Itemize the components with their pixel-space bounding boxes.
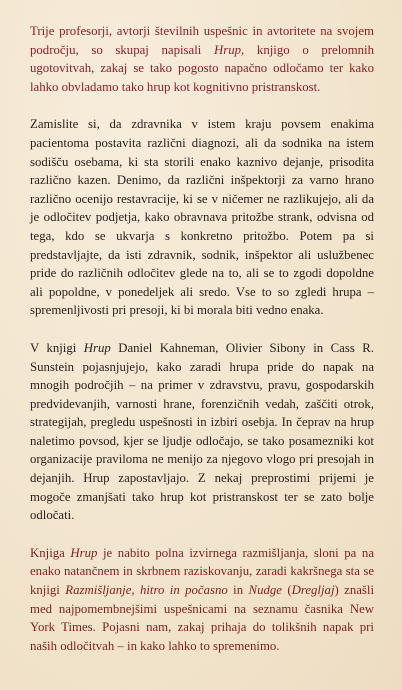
book-title-dregljaj: Dregljaj <box>291 583 335 598</box>
authors-text-1: V knjigi <box>30 340 84 355</box>
book-title-razmisljanje: Razmišljanje, hitro in počasno <box>65 583 228 598</box>
closing-text-3: in <box>227 583 249 598</box>
closing-text-1: Knjiga <box>30 545 71 560</box>
intro-text-2: , knjigo o prelomnih ugotovitvah, zakaj se tako pogosto napačno odločamo ter kako lahko obvladamo tako hrup kot kognitivno pristranskost. <box>30 42 374 94</box>
closing-text-2: je nabito polna izvirnega razmišljanja, sloni pa na enako natančnem in skrbnem raziskovanju, zaradi kakršnega sta se knjigi <box>30 545 374 598</box>
book-title-hrup: Hrup <box>70 545 98 560</box>
closing-text-5: ) znašli med najpomembnejšimi uspešnicami na seznamu časnika New York Times. Pojasni nam, zakaj prihaja do tolikšnih napak pri naših odločitvah – in kako lahko to spremenimo. <box>30 583 375 653</box>
back-cover-text <box>30 22 374 674</box>
scenario-paragraph: Zamislite si, da zdravnika v istem kraju povsem enakima pacientoma postavita različni diagnozi, ali da sodnika na istem sodišču osebama, ki sta storili enako kaznivo dejanje, prisodita različno kazen. Denimo, da različni inšpektorji za varno hrano različno ocenijo restavracije, ki se v ničemer ne razlikujejo, ali da je odločitev podjetja, kako obravnava pritožbe strank, odvisna od tega, kdo se ukvarja s konkretno pritožbo. Potem pa si predstavljajte, da isti zdravnik, sodnik, inšpektor ali uslužbenec pride do različnih odločitev glede na to, ali se to zgodi dopoldne ali popoldne, v ponedeljek ali sredo. Vse to so zgledi hrupa – spremenljivosti pri presoji, ki bi morala biti vedno enaka. <box>30 117 374 318</box>
closing-text-4: ( <box>281 583 292 598</box>
book-title-hrup: Hrup <box>83 340 111 355</box>
book-title-nudge: Nudge <box>248 583 282 598</box>
authors-paragraph <box>30 339 374 525</box>
intro-text-1: Trije profesorji, avtorji številnih uspešnic in avtoritete na svojem področju, so skupaj napisali <box>30 24 374 57</box>
intro-paragraph <box>30 22 374 96</box>
closing-paragraph <box>30 544 374 656</box>
authors-text-2: Daniel Kahneman, Olivier Sibony in Cass R. Sunstein pojasnjujejo, kako zaradi hrupa pride do napak na mnogih področjih – na primer v zdravstvu, pravu, gospodarskih predvidevanjih, varnosti hrane, forenzičnih vedah, zaščiti otrok, strategijah, pregledu uspešnosti in izbiri osebja. In čeprav na hrup naletimo povsod, kjer se ljudje odločajo, se tako posamezniki kot organizacije praviloma ne menijo za njegovo vlogo pri presojah in dejanjih. Hrup zapostavljajo. Z nekaj preprostimi prijemi je mogoče zmanjšati tako hrup kot pristranskost ter se zato bolje odločati. <box>30 340 374 523</box>
book-title-hrup: Hrup <box>214 42 242 57</box>
